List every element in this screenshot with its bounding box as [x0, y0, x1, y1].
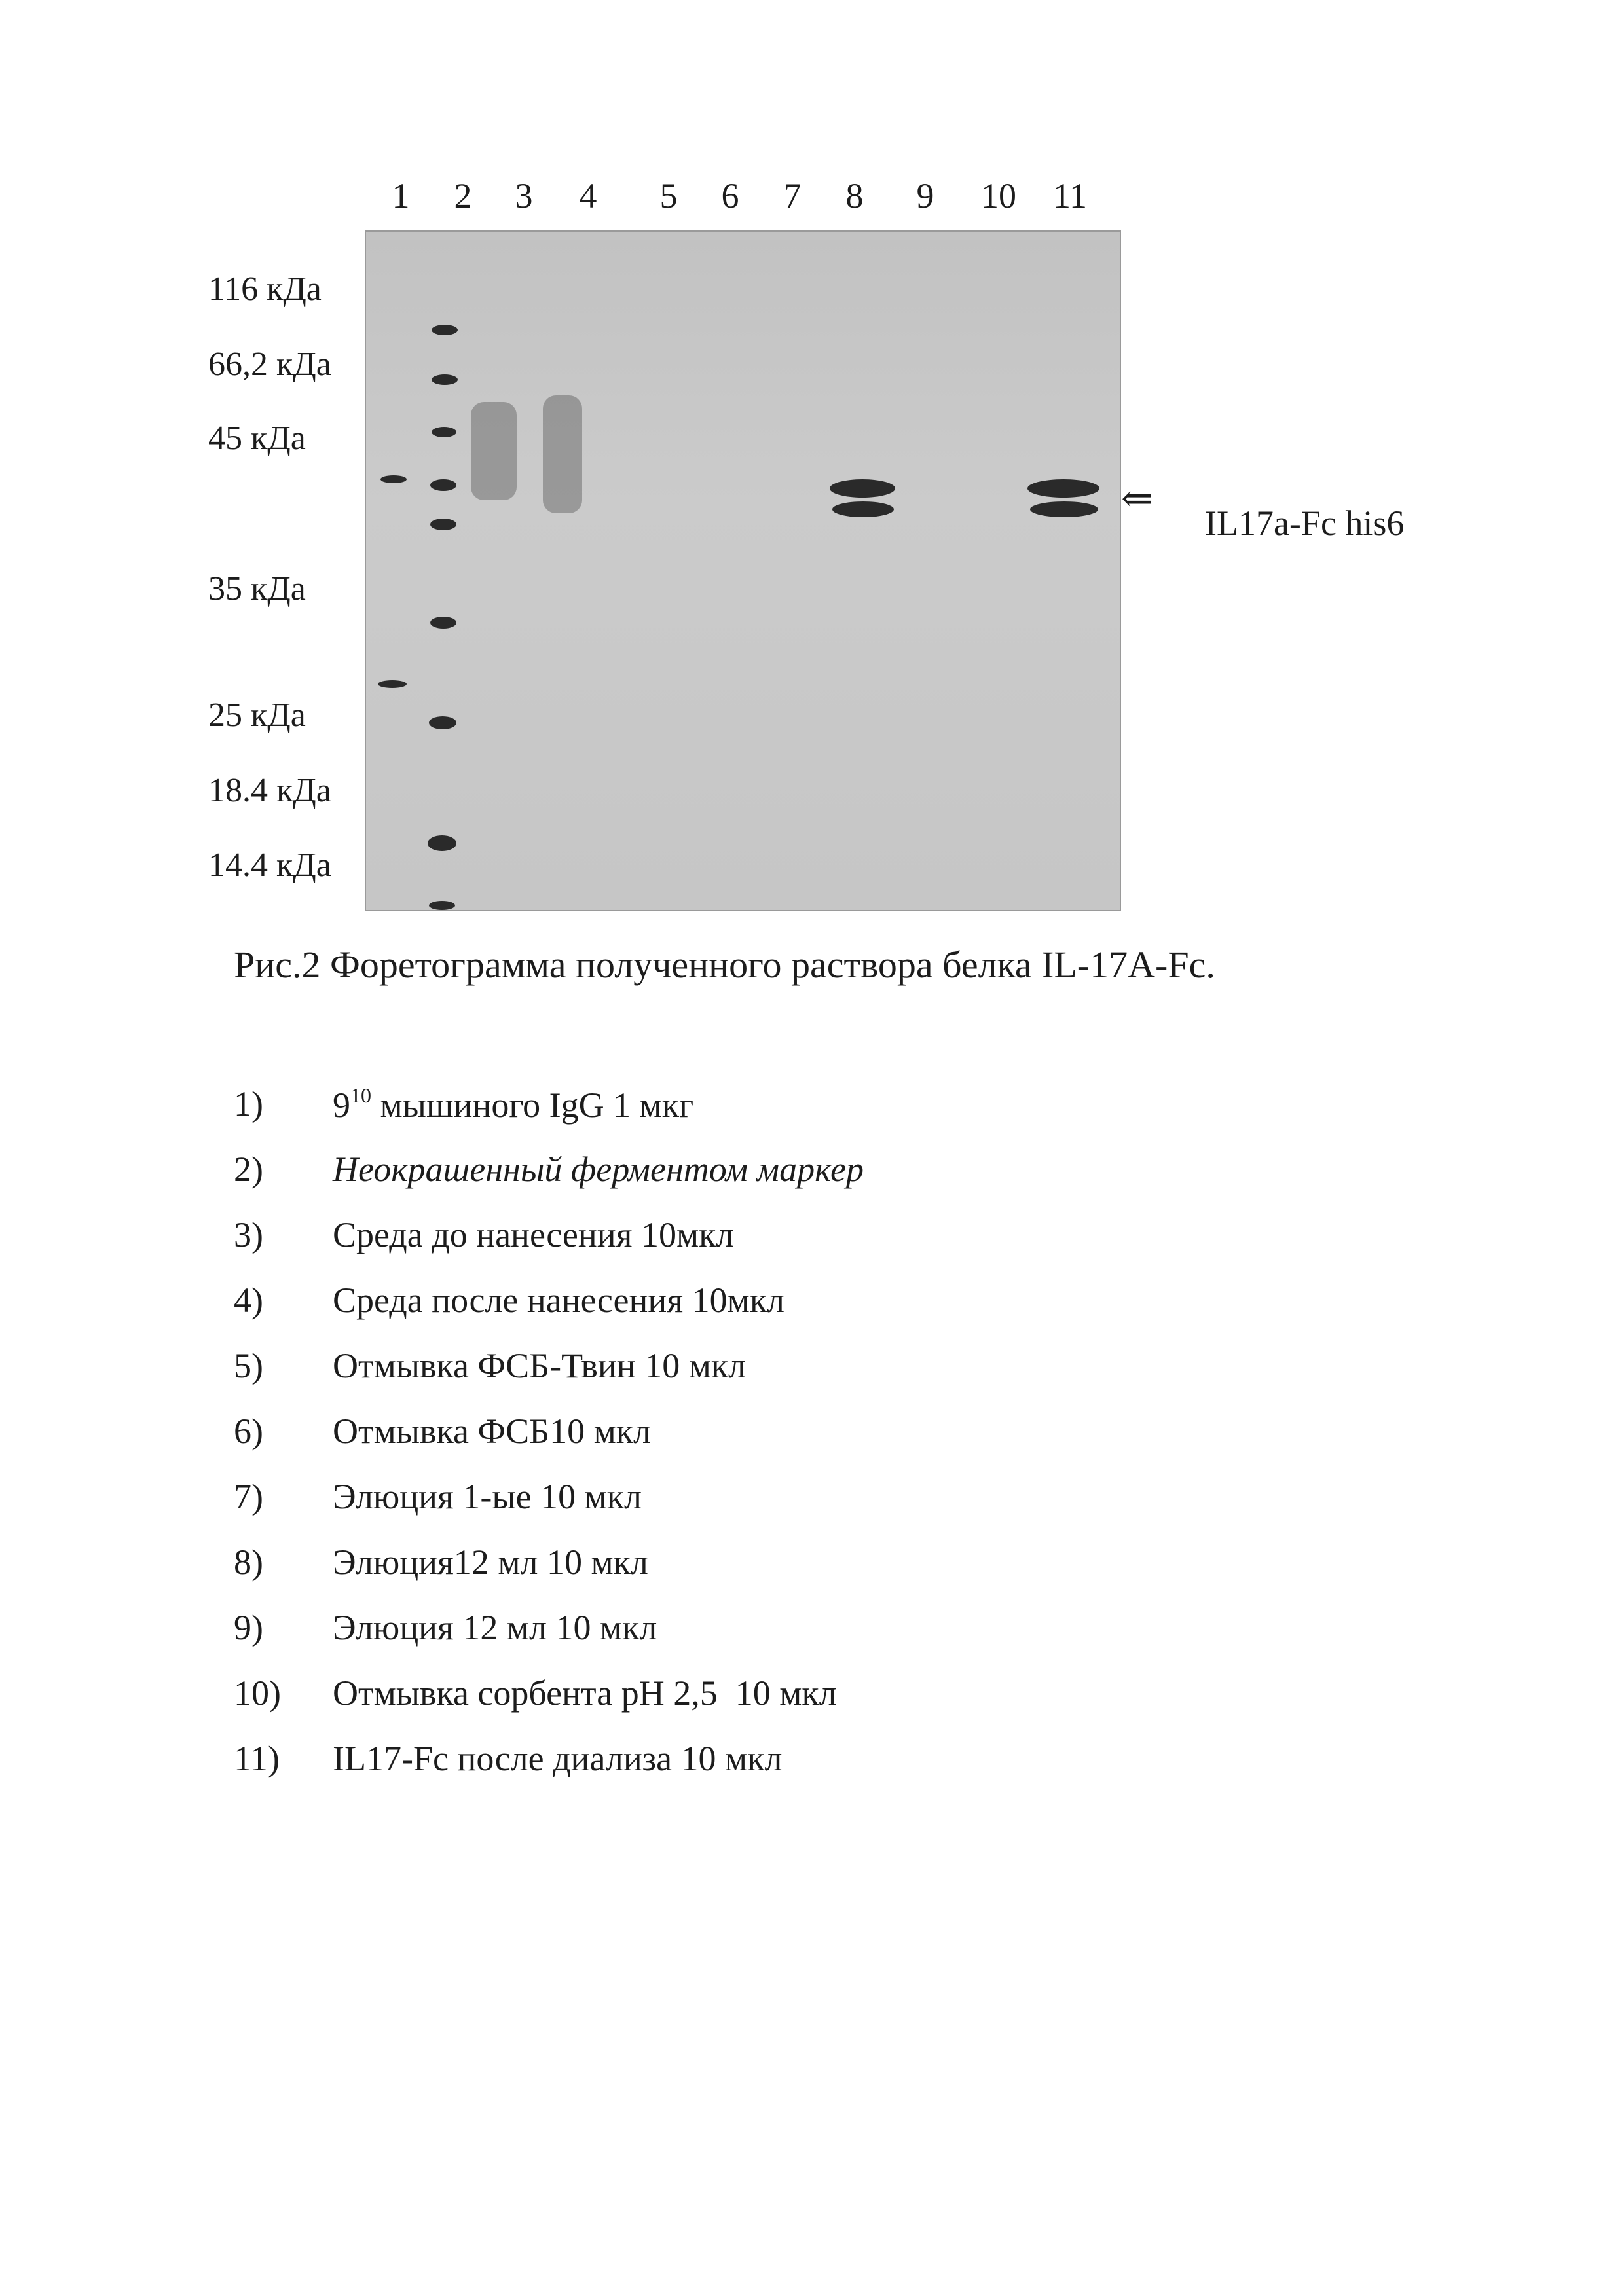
legend-number: 2) [234, 1149, 312, 1190]
legend-number: 7) [234, 1476, 312, 1517]
lane-number: 1 [378, 175, 424, 216]
legend-number: 10) [234, 1673, 312, 1713]
lane-number: 4 [565, 175, 611, 216]
legend-label: Неокрашенный ферментом маркер [333, 1149, 864, 1190]
mw-label: 25 кДа [208, 696, 306, 735]
gel-band [380, 475, 407, 483]
legend-label: Элюция 12 мл 10 мкл [333, 1607, 657, 1648]
legend-label: Среда после нанесения 10мкл [333, 1280, 784, 1321]
legend-label: Элюция12 мл 10 мкл [333, 1542, 648, 1582]
mw-label: 18.4 кДа [208, 771, 331, 810]
legend-number: 8) [234, 1542, 312, 1582]
legend-text [333, 1084, 693, 1125]
gel-image [365, 230, 1121, 911]
legend-number: 3) [234, 1214, 312, 1255]
gel-band [378, 680, 407, 688]
legend-label: Элюция 1-ые 10 мкл [333, 1476, 642, 1517]
legend-number: 4) [234, 1280, 312, 1321]
legend-number: 5) [234, 1345, 312, 1386]
mw-label: 45 кДа [208, 419, 306, 458]
gel-band [432, 325, 458, 335]
gel-band-product [830, 479, 895, 498]
gel-band [429, 716, 456, 729]
band-label: IL17a-Fc his6 [1205, 503, 1404, 543]
gel-band [432, 374, 458, 385]
legend-label: Отмывка ФСБ10 мкл [333, 1411, 651, 1451]
gel-band-product [832, 501, 894, 517]
legend-label: мышиного IgG 1 мкг [380, 1085, 694, 1125]
gel-band [432, 427, 456, 437]
mw-label: 66,2 кДа [208, 345, 331, 384]
legend-label: Отмывка сорбента рН 2,5 10 мкл [333, 1673, 837, 1713]
lane-number: 3 [501, 175, 547, 216]
mw-label: 35 кДа [208, 570, 306, 608]
gel-band [430, 479, 456, 491]
figure-caption: Рис.2 Форетограмма полученного раствора белка IL-17A-Fc. [234, 943, 1215, 987]
lane-number: 10 [976, 175, 1022, 216]
lane-number: 5 [646, 175, 692, 216]
legend-label: IL17-Fc после диализа 10 мкл [333, 1738, 782, 1779]
gel-band [429, 901, 455, 910]
lane-number: 11 [1047, 175, 1093, 216]
gel-smear [543, 395, 582, 513]
double-arrow-left-icon: ⇐ [1121, 480, 1153, 518]
legend-prefix: 9 [333, 1085, 350, 1125]
legend-number: 11) [234, 1738, 312, 1779]
legend-number: 1) [234, 1084, 312, 1124]
legend-label: Среда до нанесения 10мкл [333, 1214, 733, 1255]
lane-number: 6 [707, 175, 753, 216]
gel-band [430, 519, 456, 530]
lane-number: 7 [769, 175, 815, 216]
lane-number: 9 [902, 175, 948, 216]
legend-number: 9) [234, 1607, 312, 1648]
lane-number: 8 [832, 175, 877, 216]
gel-band [428, 835, 456, 851]
mw-label: 14.4 кДа [208, 846, 331, 884]
gel-band-product [1027, 479, 1099, 498]
legend-number: 6) [234, 1411, 312, 1451]
legend-superscript: 10 [350, 1084, 371, 1107]
gel-band-product [1030, 501, 1098, 517]
mw-label: 116 кДа [208, 270, 322, 308]
legend-label: Отмывка ФСБ-Твин 10 мкл [333, 1345, 746, 1386]
lane-number: 2 [440, 175, 486, 216]
gel-smear [471, 402, 517, 500]
gel-band [430, 617, 456, 629]
